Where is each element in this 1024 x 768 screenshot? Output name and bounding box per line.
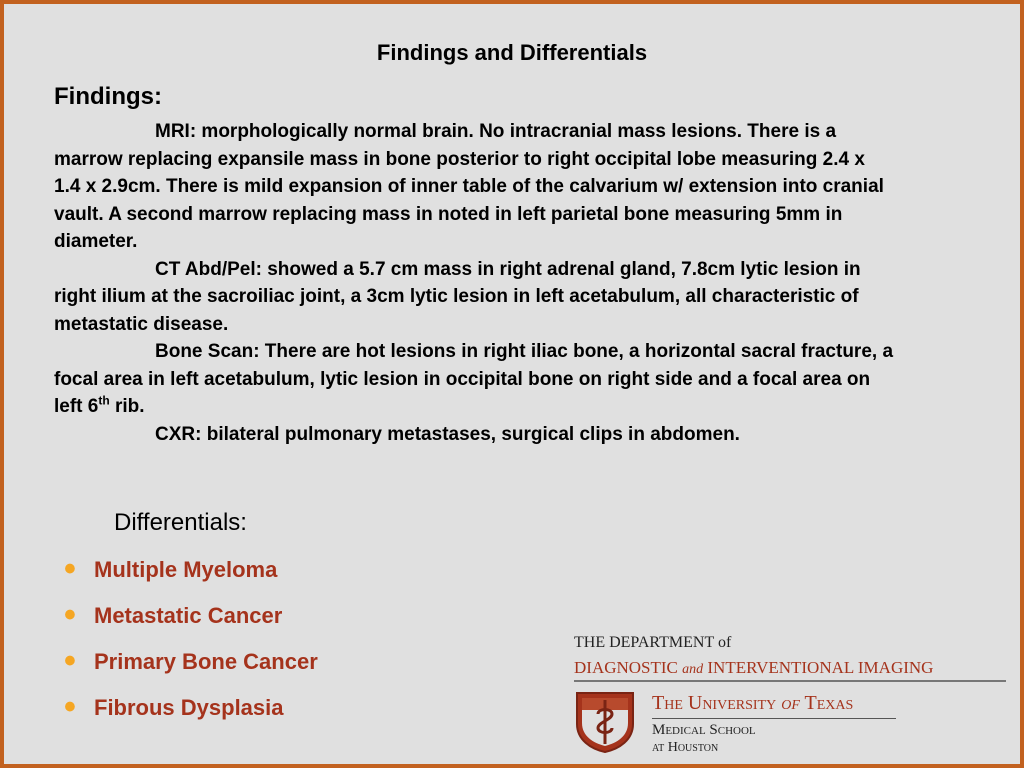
finding-ct-text: CT Abd/Pel: showed a 5.7 cm mass in right adrenal gland, 7.8cm lytic lesion in right ilium at the sacroiliac joint, a 3cm lytic lesion in left acetabulum, all characteristic of metastatic disease. bbox=[54, 258, 861, 335]
slide-title: Findings and Differentials bbox=[376, 40, 648, 65]
finding-mri-text: MRI: morphologically normal brain. No intracranial mass lesions. There is a marrow replacing expansile mass in bone posterior to right occipital lobe measuring 2.4 x 1.4 x 2.9cm. There is mild expansion of inner table of the calvarium w/ extension into cranial vault. A second marrow replacing mass in noted in left parietal bone measuring 5mm in diameter. bbox=[54, 121, 884, 252]
findings-body bbox=[54, 118, 894, 448]
bullet-icon: • bbox=[64, 688, 76, 726]
findings-heading: Findings: bbox=[54, 83, 162, 110]
university-underline bbox=[652, 718, 896, 719]
finding-cxr-text: CXR: bilateral pulmonary metastases, surgical clips in abdomen. bbox=[155, 423, 740, 445]
university-name bbox=[652, 692, 853, 715]
bullet-icon: • bbox=[64, 642, 76, 680]
differential-label: Primary Bone Cancer bbox=[94, 649, 318, 674]
logo-divider bbox=[574, 680, 1006, 682]
dept-diagnostic: DIAGNOSTIC bbox=[574, 658, 683, 677]
dept-name-line1: THE DEPARTMENT of bbox=[574, 634, 732, 651]
list-item bbox=[64, 550, 318, 603]
differential-label: Fibrous Dysplasia bbox=[94, 695, 284, 720]
differentials-heading: Differentials: bbox=[114, 509, 247, 536]
finding-mri bbox=[54, 118, 894, 256]
finding-cxr bbox=[54, 421, 894, 449]
finding-bone-scan-text: Bone Scan: There are hot lesions in right iliac bone, a horizontal sacral fracture, a focal area in left acetabulum, lytic lesion in occipital bone on right side and a focal area on left 6 bbox=[54, 341, 894, 417]
school-name-line1: Medical School bbox=[652, 722, 756, 738]
uni-name-b: Texas bbox=[799, 692, 854, 714]
ut-seal-icon bbox=[574, 690, 636, 754]
department-logo bbox=[570, 632, 1012, 762]
list-item bbox=[64, 596, 318, 649]
finding-ct bbox=[54, 256, 894, 339]
dept-and: and bbox=[682, 662, 704, 677]
list-item bbox=[64, 642, 318, 695]
ordinal-superscript: th bbox=[98, 393, 110, 408]
uni-name-of: of bbox=[781, 692, 800, 714]
differentials-list bbox=[64, 550, 318, 741]
differential-label: Multiple Myeloma bbox=[94, 557, 278, 582]
list-item bbox=[64, 688, 318, 741]
finding-bone-scan-end: rib. bbox=[109, 396, 145, 417]
dept-name-line2 bbox=[574, 658, 933, 678]
bullet-icon: • bbox=[64, 596, 76, 634]
bullet-icon: • bbox=[64, 550, 76, 588]
uni-name-a: The University bbox=[652, 692, 782, 714]
differential-label: Metastatic Cancer bbox=[94, 603, 283, 628]
school-name-line2: at Houston bbox=[652, 740, 719, 755]
dept-interventional: INTERVENTIONAL IMAGING bbox=[703, 658, 934, 677]
finding-bone-scan bbox=[54, 338, 894, 421]
